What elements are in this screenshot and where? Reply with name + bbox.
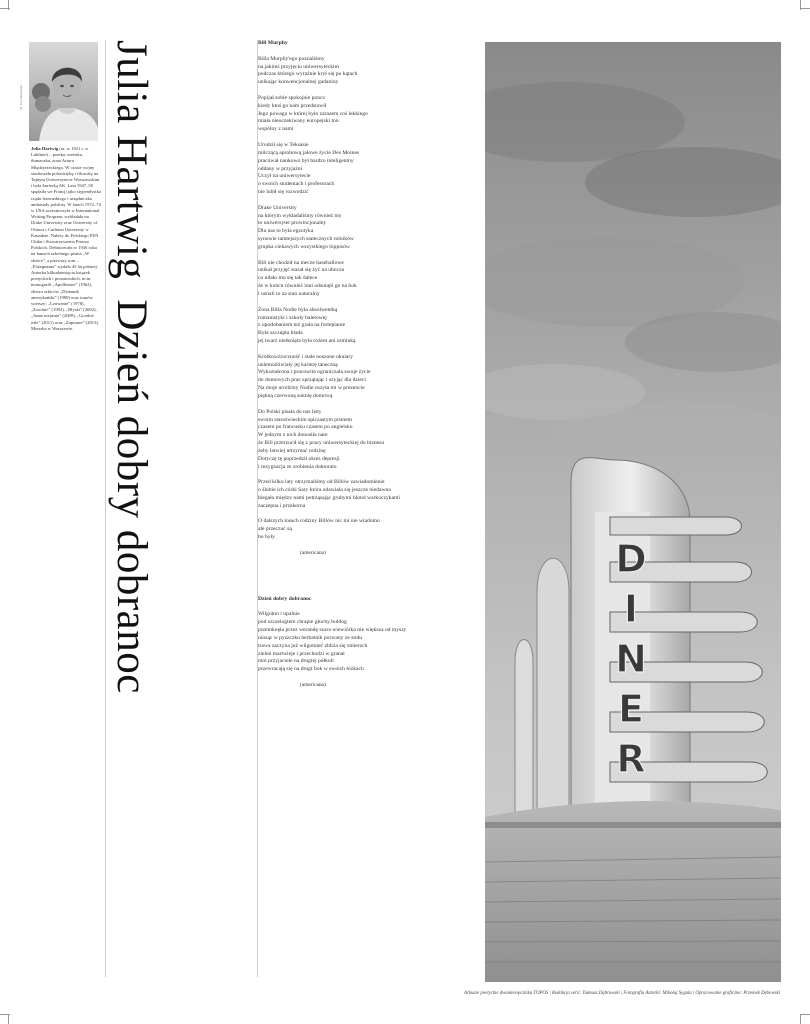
poem-line: Do Polski pisała do nas listy: [258, 408, 322, 415]
poem-line: Była szczupła blada: [258, 330, 303, 337]
poem-line: Dotyczę tę poprzedził okres depresji: [258, 455, 340, 462]
poem-line: jej twarz nietknięta była różem ani szminką: [258, 338, 356, 345]
poems-column: [258, 40, 478, 690]
poem-line: biegała między nami potrząsając grubymi blond warkoczykami: [258, 494, 400, 501]
poem-line: Bill nie chodził na mecze baseballowe: [258, 259, 344, 266]
poem-line: milczącą aprobową jałowe życie Des Moines: [258, 149, 360, 156]
title-work: Dzień dobry dobranoc: [108, 299, 155, 694]
poem-line: Dla nas to była egzotyka: [258, 228, 314, 235]
diner-photo: [485, 42, 781, 982]
poem-line: pod szczelogiem chrapie głuchy buldog: [258, 619, 347, 626]
vertical-title: [107, 40, 155, 694]
author-bio-text: (ur. w 1921 r. w Lublinie) – poetka, eseistka, tłumaczka, żona Artura Międzyrzeckiego. W czasie wojny studiowała polonistykę i filozofię na Tajnym Uniwersytecie Warszawskim i była kurierką AK. Lata 1947–50 spędziła we Francji jako stypendystka rządu francuskiego i urzędniczka ambasady polskiej. W latach 1972–74 w USA uczestniczyła w International Writing Program, wykładała na Drake University oraz University of Ottawa i Carleton University w Kanadzie. Należy do Polskiego PEN Clubu i Stowarzyszenia Pisarzy Polskich. Debiutowała w 1936 roku na łamach szkolnego pisma „W słońce”, a pierwszy tom – „Pożegnania” wydała 45 lat później. Autorka kilkudziesięciu książek poetyckich i prozatorskich, m.in. monografii „Apollinaire” (1962), zbioru szkiców „Dziennik amerykański” (1980) oraz tomów wierszy: „Czuwanie” (1978), „Zwolnić” (1992), „Błyski” (2002), „Jasne niejasne” (2009), „Gorzkie żale” (2011) oraz „Zapisane” (2013). Mieszka w Warszawie.: [31, 146, 101, 331]
poem-line: W jednym z nich donosiła nam: [258, 432, 328, 439]
stanza: [258, 409, 478, 472]
stanza: [258, 307, 478, 346]
stanza: [258, 354, 478, 401]
poem-line: zaczepna i przekorna: [258, 502, 306, 509]
poem-line: unikał przyjęć starał się żyć na uboczu: [258, 267, 345, 274]
diner-sign-letter: D: [615, 537, 647, 581]
poem-line: uniemożliwiały jej karierę taneczną: [258, 361, 338, 368]
poem-line: moi przyjaciele na drugiej półkuli: [258, 658, 334, 665]
poem1-translator-note: (americana): [300, 549, 326, 556]
poem-line: trawa zaczyna już wilgotnieć zbliża się zmierzch: [258, 642, 368, 649]
poem-line: Drake University: [258, 204, 297, 211]
stanza: [258, 205, 478, 252]
title-author: Julia Hartwig: [108, 40, 155, 280]
poem-line: Uczył na uniwersytecie: [258, 173, 311, 180]
poem-line: synowie tamtejszych statecznych rolników: [258, 236, 354, 243]
poem-line: i uznali to za stan naturalny: [258, 291, 320, 297]
poem-line: oddany w przyjaźni: [258, 165, 303, 172]
poem-line: ale przeczuć są: [258, 526, 292, 533]
stanza: [258, 56, 478, 87]
poem-line: na którym wykładaliśmy również my: [258, 212, 342, 219]
poem-line: z upodobaniem też grała na fortepianie: [258, 322, 346, 329]
stanza: [258, 260, 478, 299]
poem2-translator-note: (americana): [300, 681, 326, 688]
poem-line: Wykształcona i pracowita ograniczała swoje życie: [258, 369, 371, 376]
poem-line: grupka ciekawych wszystkiego hippisów: [258, 243, 350, 250]
stanza: [258, 518, 478, 542]
poem-line: pracował naukowo był bardzo inteligentny: [258, 157, 354, 164]
stanza: [258, 95, 478, 134]
poem-line: że Bill przerzucił się z pracy uniwersyteckiej do biznesu: [258, 440, 385, 447]
author-photo: [29, 42, 98, 141]
poem-line: co udało mu się tak dalece: [258, 275, 318, 282]
poem-line: niosąc w pyszczku herbatnik porwany ze stołu: [258, 634, 363, 641]
footer-credits: Arkusze poetyckie dwumiesięcznika TOPOS | Redakcja serii: Tadeusz Dąbrowski | Fotografia Autorki: Mikołaj Sygula | Opracowanie graficzne: Przemek Dębowski: [464, 991, 780, 996]
poem-line: unikając konwencjonalnej gadaniny: [258, 79, 339, 86]
diner-sign-letter: R: [616, 737, 646, 781]
author-name: Julia Hartwig: [31, 146, 59, 151]
poem-line: podczas którego wyraźnie krył się po kątach: [258, 71, 358, 78]
poem-line: wspólny z nami: [258, 126, 294, 133]
poem-line: Billa Murphy'ego poznaliśmy: [258, 55, 325, 62]
poem1-title: Bill Murphy: [258, 40, 288, 46]
poem-line: Urodził się w Teksasie: [258, 141, 309, 148]
poem1-body: [258, 56, 478, 542]
poem-line: miała nieoczekiwany europejski ton: [258, 118, 339, 125]
diner-sign-letter: I: [623, 587, 639, 631]
poem2-body: [258, 611, 478, 674]
poem-line: Przed kilku laty otrzymaliśmy od Billów zawiadomienie: [258, 479, 385, 486]
photo-credit-side: fot. Ewa Maszewska: [19, 85, 23, 110]
author-bio: [31, 146, 101, 332]
poem-line: swoim staroświeckim spiczastym pismem: [258, 416, 352, 423]
poem2-title: Dzień dobry dobranoc: [258, 595, 312, 602]
diner-sign-letter: N: [615, 637, 647, 681]
poem-line: O dalszych losach rodziny Billów nic mi nie wiadomo: [258, 518, 380, 525]
poem-line: Na moje urodziny Nodie uszyła mi w prezencie: [258, 385, 365, 392]
poem-line: Popijał sobie spokojnie poncz: [258, 94, 325, 101]
poem-line: o ślubie ich córki Sary która odawiała się jeszcze niedawno: [258, 487, 392, 494]
poem-line: kiedy ktoś go nam przedstawił: [258, 102, 327, 109]
poem-line: na jakimś przyjęciu uniwersyteckim: [258, 63, 339, 70]
stanza: [258, 611, 478, 674]
poem-line: Jego powaga w której było zarazem coś lekkiego: [258, 110, 368, 117]
poem-line: do domowych prac sprzątając i szyjąc dla dzieci: [258, 377, 366, 384]
poem-line: że w końcu również inni odsunęli go na bok: [258, 283, 357, 290]
poem-line: piękną czerwoną suknię domową: [258, 392, 333, 399]
divider-left: [105, 40, 106, 977]
poem-line: czasem po francusku czasem po angielsku: [258, 424, 353, 431]
poem-line: przewracają się na drugi bok w swoich łóżkach: [258, 666, 364, 673]
poem-line: zieleń martwieje i przechodzi w granat: [258, 650, 345, 657]
poem-line: nie lubił się rozwodzić: [258, 189, 309, 196]
poem-line: i rezygnacja ze zrobienia doktoratu: [258, 463, 337, 470]
stanza: [258, 142, 478, 197]
stanza: [258, 479, 478, 510]
poem-line: to uniwersytet prowincjonalny: [258, 220, 327, 227]
poem-line: Wilgotno i upalnie: [258, 611, 300, 618]
poem-line: żeby łatwiej utrzymać rodzinę: [258, 447, 326, 454]
diner-sign: [615, 537, 647, 781]
diner-sign-letter: E: [618, 687, 644, 731]
poem-line: Żona Billa Nodie była absolwentką: [258, 306, 338, 313]
poem-line: Krótkowzroczność i stale noszone okulary: [258, 353, 354, 360]
poem-line: romanistyki i szkoły baletowej: [258, 314, 327, 321]
poem-line: o swoich studentach i profesorach: [258, 181, 335, 188]
poem-line: przemknęła przez werandę szara wiewiórka nie większa od myszy: [258, 627, 407, 634]
poem-line: bo były: [258, 534, 275, 541]
